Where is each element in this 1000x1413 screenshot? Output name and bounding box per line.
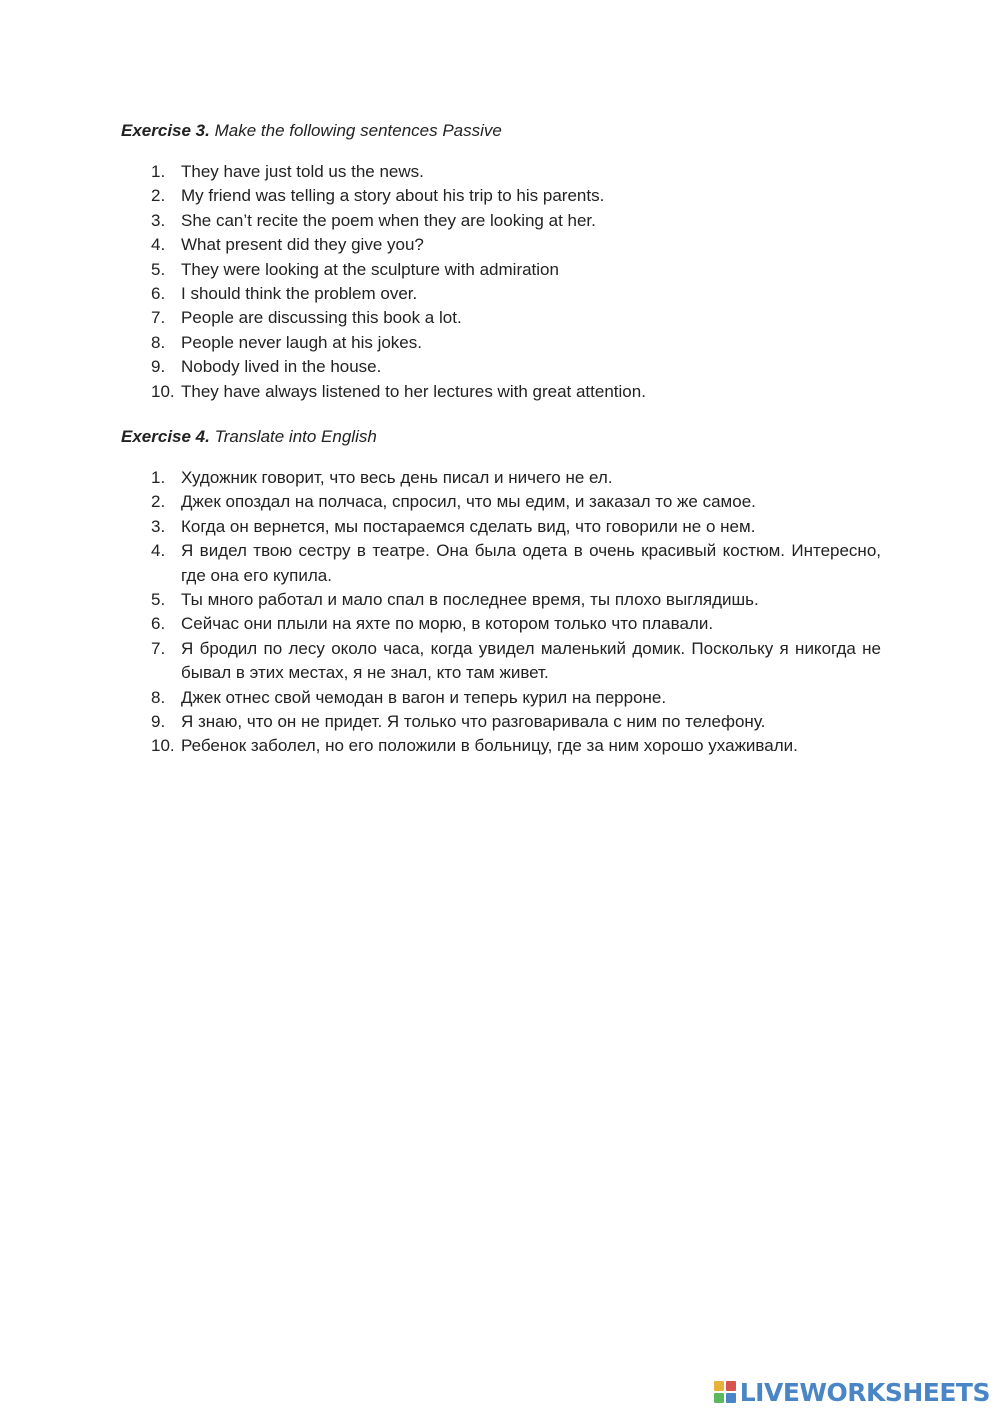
exercise-4-heading	[121, 425, 881, 449]
item-text: They have always listened to her lectures with great attention.	[181, 381, 646, 401]
item-number: 9.	[151, 712, 166, 732]
item-text: Я видел твою сестру в театре. Она была одета в очень красивый костюм. Интересно, где она его купила.	[181, 541, 881, 585]
list-item	[121, 612, 881, 636]
list-item	[121, 233, 881, 257]
logo-square-red	[726, 1381, 736, 1391]
exercise-4-list	[121, 466, 881, 759]
logo-square-yellow	[714, 1381, 724, 1391]
item-number: 6.	[151, 614, 166, 634]
list-item	[121, 306, 881, 330]
item-number: 9.	[151, 357, 166, 377]
item-number: 1.	[151, 162, 166, 181]
list-item	[121, 331, 881, 355]
item-number: 1.	[151, 468, 166, 487]
item-text: They were looking at the sculpture with admiration	[181, 259, 559, 279]
list-item	[121, 588, 881, 612]
list-item	[121, 355, 881, 379]
exercise-3-label: Exercise 3.	[121, 121, 210, 140]
item-number: 3.	[151, 516, 166, 536]
item-text: My friend was telling a story about his trip to his parents.	[181, 186, 605, 206]
item-number: 4.	[151, 541, 166, 561]
exercise-3-list	[121, 160, 881, 404]
list-item	[121, 734, 881, 758]
item-number: 5.	[151, 590, 166, 610]
exercise-3	[121, 119, 881, 404]
item-text: Художник говорит, что весь день писал и ничего не ел.	[181, 468, 613, 487]
item-text: Я бродил по лесу около часа, когда увидел маленький домик. Поскольку я никогда не бывал в этих местах, я не знал, кто там живет.	[181, 638, 881, 683]
liveworksheets-logo[interactable]	[714, 1379, 990, 1405]
list-item	[121, 710, 881, 734]
item-number: 10.	[151, 736, 175, 756]
list-item	[121, 184, 881, 208]
item-text: People never laugh at his jokes.	[181, 332, 422, 352]
list-item	[121, 490, 881, 514]
item-text: Сейчас они плыли на яхте по морю, в котором только что плавали.	[181, 614, 714, 634]
item-number: 7.	[151, 638, 166, 658]
item-number: 3.	[151, 210, 166, 230]
list-item	[121, 515, 881, 539]
item-text: People are discussing this book a lot.	[181, 308, 462, 328]
exercise-4	[121, 425, 881, 759]
item-text: What present did they give you?	[181, 235, 424, 255]
item-text: Джек отнес свой чемодан в вагон и теперь курил на перроне.	[181, 687, 667, 707]
list-item	[121, 160, 881, 184]
list-item	[121, 466, 881, 490]
item-text: Когда он вернется, мы постараемся сделать вид, что говорили не о нем.	[181, 516, 756, 536]
item-number: 5.	[151, 259, 166, 279]
item-text: Ребенок заболел, но его положили в больницу, где за ним хорошо ухаживали.	[181, 736, 798, 756]
exercise-3-instruction: Make the following sentences Passive	[214, 121, 502, 140]
item-number: 2.	[151, 492, 166, 512]
item-number: 4.	[151, 235, 166, 255]
item-text: They have just told us the news.	[181, 162, 424, 181]
item-number: 10.	[151, 381, 175, 401]
logo-square-blue	[726, 1393, 736, 1403]
item-text: I should think the problem over.	[181, 284, 418, 304]
item-text: Nobody lived in the house.	[181, 357, 382, 377]
list-item	[121, 539, 881, 588]
list-item	[121, 637, 881, 686]
exercise-4-label: Exercise 4.	[121, 427, 210, 446]
logo-square-green	[714, 1393, 724, 1403]
list-item	[121, 258, 881, 282]
list-item	[121, 209, 881, 233]
item-number: 7.	[151, 308, 166, 328]
item-number: 8.	[151, 687, 166, 707]
item-text: Я знаю, что он не придет. Я только что разговаривала с ним по телефону.	[181, 712, 766, 732]
list-item	[121, 380, 881, 404]
item-number: 8.	[151, 332, 166, 352]
list-item	[121, 686, 881, 710]
item-text: Ты много работал и мало спал в последнее время, ты плохо выглядишь.	[181, 590, 759, 610]
item-number: 2.	[151, 186, 166, 206]
logo-text: LIVEWORKSHEETS	[739, 1377, 990, 1407]
list-item	[121, 282, 881, 306]
item-number: 6.	[151, 284, 166, 304]
item-text: Джек опоздал на полчаса, спросил, что мы едим, и заказал то же самое.	[181, 492, 756, 512]
exercise-3-heading	[121, 119, 881, 143]
liveworksheets-logo-icon	[714, 1381, 736, 1403]
exercise-4-instruction: Translate into English	[214, 427, 377, 446]
item-text: She can’t recite the poem when they are looking at her.	[181, 210, 596, 230]
